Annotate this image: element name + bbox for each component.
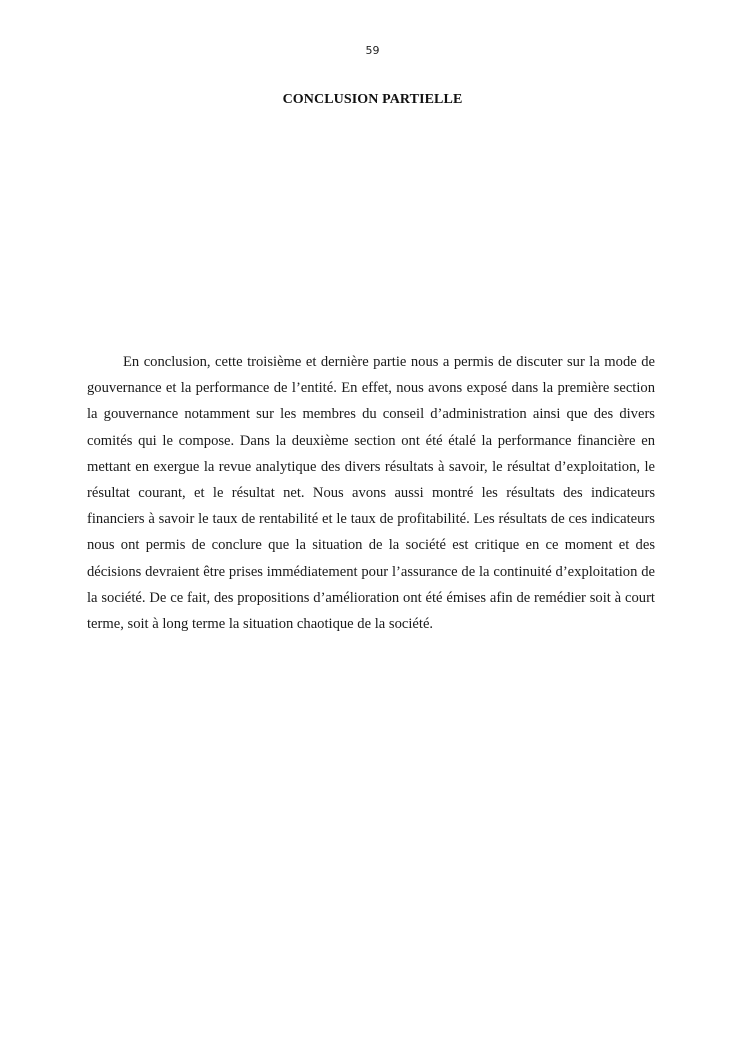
conclusion-paragraph: En conclusion, cette troisième et dernière partie nous a permis de discuter sur la mode de gouvernance et la performance de l’entité. En effet, nous avons exposé dans la première section la gouvernance notamment sur les membres du conseil d’administration ainsi que des divers comités qui le compose. Dans la deuxième section ont été étalé la performance financière en mettant en exergue la revue analytique des divers résultats à savoir, le résultat d’exploitation, le résultat courant, et le résultat net. Nous avons aussi montré les résultats des indicateurs financiers à savoir le taux de rentabilité et le taux de profitabilité. Les résultats de ces indicateurs nous ont permis de conclure que la situation de la société est critique en ce moment et des décisions devraient être prises immédiatement pour l’assurance de la continuité d’exploitation de la société. De ce fait, des propositions d’amélioration ont été émises afin de remédier soit à court terme, soit à long terme la situation chaotique de la société. [87, 354, 655, 633]
section-title: CONCLUSION PARTIELLE [282, 92, 463, 107]
page-number: 59 [365, 44, 380, 57]
